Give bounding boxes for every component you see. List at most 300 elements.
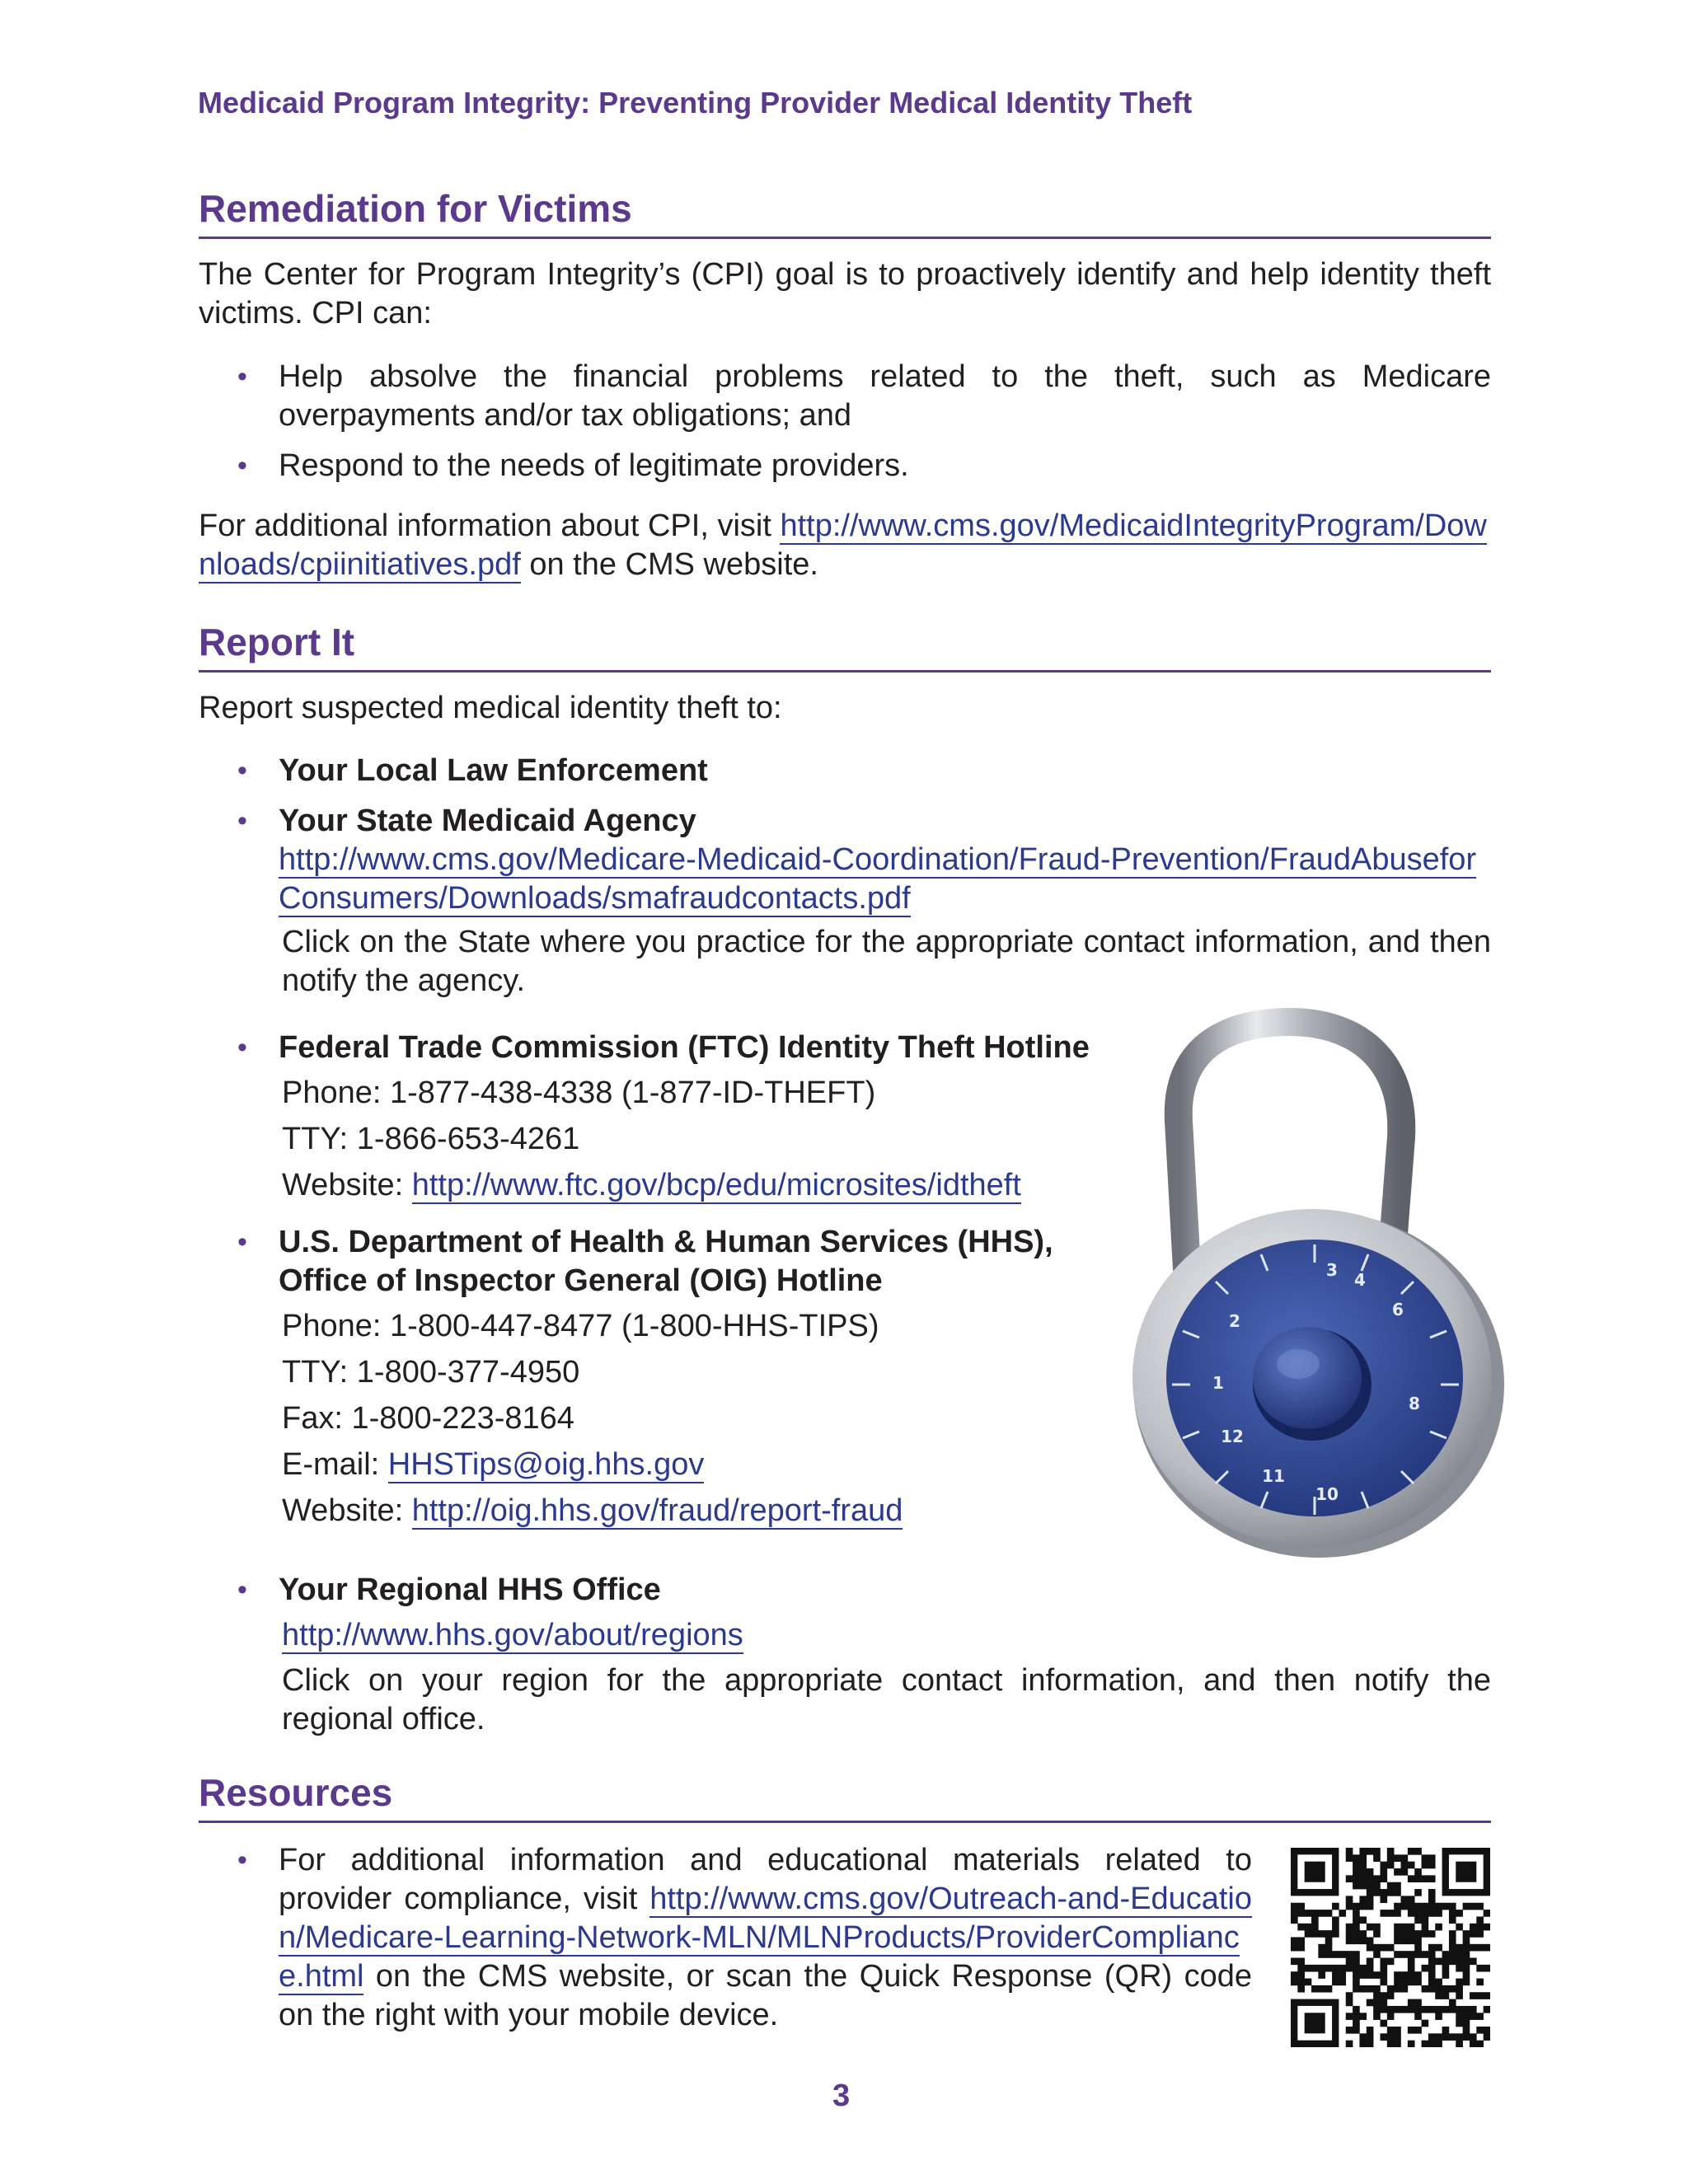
qr-module xyxy=(1408,1979,1415,1986)
qr-module xyxy=(1449,1985,1456,1993)
qr-module xyxy=(1463,2033,1470,2041)
qr-module xyxy=(1484,2033,1490,2041)
qr-module xyxy=(1367,2027,1374,2034)
qr-module xyxy=(1367,1868,1374,1876)
report-section xyxy=(199,621,1491,728)
qr-module xyxy=(1367,1882,1374,1890)
resources-prefix: For additional information and educational materials related to provider compliance, visit xyxy=(279,1843,1252,1916)
qr-module xyxy=(1373,1951,1381,1958)
qr-module xyxy=(1442,2006,1450,2013)
qr-module xyxy=(1387,2027,1395,2034)
qr-module xyxy=(1297,1985,1305,1993)
qr-module xyxy=(1359,1965,1367,1972)
qr-module xyxy=(1332,1903,1339,1910)
qr-module xyxy=(1380,1971,1387,1979)
qr-module xyxy=(1470,1930,1477,1938)
qr-module xyxy=(1394,2041,1401,2047)
qr-module xyxy=(1470,1924,1477,1931)
qr-module xyxy=(1346,1930,1353,1938)
qr-module xyxy=(1463,1951,1470,1958)
qr-module xyxy=(1359,1937,1367,1944)
qr-module xyxy=(1394,1979,1401,1986)
qr-module xyxy=(1359,2013,1367,2020)
qr-module xyxy=(1353,1875,1360,1882)
qr-module xyxy=(1346,1903,1353,1910)
qr-module xyxy=(1318,1910,1325,1917)
qr-module xyxy=(1456,1910,1463,1917)
qr-module xyxy=(1339,1910,1346,1917)
qr-module xyxy=(1346,1924,1353,1931)
qr-module xyxy=(1380,1965,1387,1972)
qr-module xyxy=(1380,1910,1387,1917)
qr-module xyxy=(1408,1965,1415,1972)
qr-module xyxy=(1353,2013,1360,2020)
qr-module xyxy=(1463,1971,1470,1979)
svg-text:12: 12 xyxy=(1221,1427,1244,1446)
qr-module xyxy=(1435,1992,1442,1999)
cpi-initiatives-link[interactable]: http://www.cms.gov/MedicaidIntegrityProgram/Downloads/cpiinitiatives.pdf xyxy=(199,508,1487,582)
qr-module xyxy=(1346,1958,1353,1966)
qr-module xyxy=(1311,1965,1319,1972)
qr-module xyxy=(1470,1992,1477,1999)
qr-module xyxy=(1422,1903,1429,1910)
qr-module xyxy=(1332,1965,1339,1972)
qr-module xyxy=(1414,1916,1422,1924)
qr-module xyxy=(1367,1937,1374,1944)
qr-module xyxy=(1470,1903,1477,1910)
report-title: Report It xyxy=(199,621,1491,673)
qr-module xyxy=(1297,1944,1305,1952)
ftc-website-link[interactable]: http://www.ftc.gov/bcp/edu/microsites/idtheft xyxy=(411,1168,1021,1202)
qr-module xyxy=(1401,1903,1409,1910)
qr-module xyxy=(1414,1868,1422,1876)
qr-module xyxy=(1297,1965,1305,1972)
report-intro: Report suspected medical identity theft to: xyxy=(199,690,782,725)
qr-module xyxy=(1367,1944,1374,1952)
qr-module xyxy=(1408,1951,1415,1958)
qr-module xyxy=(1353,1910,1360,1917)
qr-module xyxy=(1291,1916,1298,1924)
qr-module xyxy=(1463,2027,1470,2034)
qr-module xyxy=(1387,1862,1395,1869)
qr-module xyxy=(1470,2041,1477,2047)
qr-module xyxy=(1359,1882,1367,1890)
regional-note: Click on your region for the appropriate contact information, and then notify the regional office. xyxy=(282,1663,1491,1736)
qr-module xyxy=(1476,2027,1484,2034)
qr-module xyxy=(1476,1930,1484,1938)
hhs-oig-hotline-name: U.S. Department of Health & Human Services (HHS), Office of Inspector General (OIG) Hotline xyxy=(279,1225,1053,1298)
qr-module xyxy=(1401,1979,1409,1986)
qr-module xyxy=(1394,1951,1401,1958)
qr-module xyxy=(1380,1958,1387,1966)
qr-module xyxy=(1359,1875,1367,1882)
svg-text:2: 2 xyxy=(1229,1311,1240,1331)
qr-module xyxy=(1428,2041,1436,2047)
qr-module xyxy=(1456,1958,1463,1966)
qr-module xyxy=(1414,1944,1422,1952)
more-info-prefix: For additional information about CPI, visit xyxy=(199,508,781,543)
qr-module xyxy=(1359,1916,1367,1924)
qr-module xyxy=(1380,1875,1387,1882)
qr-module xyxy=(1291,1944,1298,1952)
qr-module xyxy=(1408,1862,1415,1869)
qr-module xyxy=(1408,1875,1415,1882)
qr-module xyxy=(1422,1951,1429,1958)
qr-module xyxy=(1359,1854,1367,1862)
qr-module xyxy=(1394,1971,1401,1979)
qr-module xyxy=(1394,1910,1401,1917)
more-info-suffix: on the CMS website. xyxy=(520,546,818,582)
local-law-enforcement: Your Local Law Enforcement xyxy=(279,753,708,788)
qr-module xyxy=(1380,2006,1387,2013)
qr-module xyxy=(1476,2041,1484,2047)
qr-module xyxy=(1373,2006,1381,2013)
qr-module xyxy=(1353,1868,1360,1876)
qr-module xyxy=(1353,1924,1360,1931)
regional-hhs-office: Your Regional HHS Office xyxy=(279,1572,661,1607)
list-item xyxy=(199,447,1491,485)
qr-module xyxy=(1346,2013,1353,2020)
qr-module xyxy=(1346,1951,1353,1958)
remediation-intro: The Center for Program Integrity’s (CPI) goal is to proactively identify and help identity theft victims. CPI can: xyxy=(199,256,1491,330)
qr-module xyxy=(1435,1944,1442,1952)
qr-module xyxy=(1449,1916,1456,1924)
qr-module xyxy=(1367,1896,1374,1903)
qr-module xyxy=(1373,1875,1381,1882)
list-item xyxy=(199,752,1491,790)
qr-module xyxy=(1325,1965,1333,1972)
qr-module xyxy=(1353,1958,1360,1966)
qr-module xyxy=(1408,1910,1415,1917)
qr-module xyxy=(1422,1910,1429,1917)
qr-module xyxy=(1401,1930,1409,1938)
qr-module xyxy=(1456,1862,1476,1882)
qr-module xyxy=(1373,1889,1381,1896)
resources-suffix: on the CMS website, or scan the Quick Response (QR) code on the right with your mobile device. xyxy=(279,1959,1252,2032)
qr-module xyxy=(1422,1924,1429,1931)
qr-module xyxy=(1311,1924,1319,1931)
qr-module xyxy=(1428,1910,1436,1917)
qr-module xyxy=(1442,1992,1450,1999)
qr-module xyxy=(1373,1971,1381,1979)
list-item xyxy=(199,802,1491,1001)
svg-text:4: 4 xyxy=(1354,1270,1366,1290)
qr-module xyxy=(1414,1979,1422,1986)
qr-module xyxy=(1387,1992,1395,1999)
qr-module xyxy=(1401,1854,1409,1862)
qr-module xyxy=(1297,1937,1305,1944)
qr-module xyxy=(1394,1903,1401,1910)
qr-module xyxy=(1442,2033,1450,2041)
qr-module xyxy=(1428,1930,1436,1938)
qr-module xyxy=(1428,1985,1436,1993)
qr-module xyxy=(1297,1979,1305,1986)
qr-module xyxy=(1442,1971,1450,1979)
qr-module xyxy=(1311,1930,1319,1938)
qr-module xyxy=(1353,1971,1360,1979)
qr-module xyxy=(1305,2013,1325,2033)
list-item xyxy=(199,358,1491,435)
provider-compliance-link[interactable]: http://www.cms.gov/Outreach-and-Education/Medicare-Learning-Network-MLN/MLNProducts/ProviderCompliance.html xyxy=(279,1882,1252,1994)
qr-module xyxy=(1456,2020,1463,2027)
qr-module xyxy=(1387,1848,1395,1855)
remediation-title: Remediation for Victims xyxy=(199,188,1491,239)
qr-module xyxy=(1394,1854,1401,1862)
qr-module xyxy=(1380,1868,1387,1876)
qr-module xyxy=(1422,1965,1429,1972)
qr-module xyxy=(1470,2013,1477,2020)
qr-module xyxy=(1394,2006,1401,2013)
qr-module xyxy=(1470,1944,1477,1952)
ftc-hotline-name: Federal Trade Commission (FTC) Identity Theft Hotline xyxy=(279,1030,1090,1065)
bullet-icon: • xyxy=(237,1226,247,1258)
qr-module xyxy=(1476,1916,1484,1924)
qr-module xyxy=(1470,1958,1477,1966)
qr-module xyxy=(1346,1965,1353,1972)
qr-module xyxy=(1428,1965,1436,1972)
qr-module xyxy=(1456,2013,1463,2020)
qr-module xyxy=(1428,2006,1436,2013)
qr-module xyxy=(1367,1924,1374,1931)
svg-text:6: 6 xyxy=(1392,1300,1404,1319)
qr-module xyxy=(1332,1971,1339,1979)
qr-module xyxy=(1359,2041,1367,2047)
qr-module xyxy=(1449,2006,1456,2013)
remediation-section xyxy=(199,188,1491,584)
qr-module xyxy=(1449,1910,1456,1917)
qr-module xyxy=(1291,1910,1298,1917)
qr-module xyxy=(1332,1979,1339,1986)
qr-module xyxy=(1359,1903,1367,1910)
qr-module xyxy=(1305,1862,1325,1882)
qr-module xyxy=(1476,1979,1484,1986)
qr-module xyxy=(1394,1868,1401,1876)
qr-module xyxy=(1353,1985,1360,1993)
resources-list xyxy=(199,1841,1252,2035)
hhs-email-link[interactable]: HHSTips@oig.hhs.gov xyxy=(387,1447,705,1482)
qr-module xyxy=(1484,2027,1490,2034)
qr-module xyxy=(1325,1930,1333,1938)
report-list-bottom xyxy=(199,1571,1491,1739)
qr-module xyxy=(1422,1875,1429,1882)
running-header: Medicaid Program Integrity: Preventing Provider Medical Identity Theft xyxy=(198,86,1193,120)
qr-module xyxy=(1359,1868,1367,1876)
qr-code-image[interactable] xyxy=(1291,1848,1490,2047)
qr-module xyxy=(1414,1903,1422,1910)
qr-module xyxy=(1346,1848,1353,1855)
qr-module xyxy=(1463,1965,1470,1972)
qr-module xyxy=(1353,2006,1360,2013)
qr-module xyxy=(1373,1992,1381,1999)
qr-module xyxy=(1476,1944,1484,1952)
qr-module xyxy=(1359,1971,1367,1979)
qr-module xyxy=(1291,1903,1298,1910)
bullet-icon: • xyxy=(237,1844,247,1876)
qr-module xyxy=(1463,1944,1470,1952)
qr-module xyxy=(1414,1848,1422,1855)
qr-module xyxy=(1435,1985,1442,1993)
qr-module xyxy=(1449,1903,1456,1910)
qr-module xyxy=(1305,1979,1312,1986)
qr-module xyxy=(1380,1999,1387,2007)
qr-module xyxy=(1339,1965,1346,1972)
qr-module xyxy=(1387,2013,1395,2020)
qr-module xyxy=(1380,2033,1387,2041)
qr-module xyxy=(1346,1992,1353,1999)
qr-module xyxy=(1476,1992,1484,1999)
qr-module xyxy=(1297,1910,1305,1917)
qr-module xyxy=(1367,1958,1374,1966)
qr-module xyxy=(1449,1951,1456,1958)
qr-module xyxy=(1401,1971,1409,1979)
qr-module xyxy=(1422,1916,1429,1924)
qr-module xyxy=(1456,1951,1463,1958)
qr-module xyxy=(1435,1910,1442,1917)
resources-section xyxy=(199,1772,1491,1823)
qr-module xyxy=(1318,1951,1325,1958)
qr-module xyxy=(1442,1985,1450,1993)
qr-module xyxy=(1387,1944,1395,1952)
qr-module xyxy=(1332,1924,1339,1931)
hhs-tty: TTY: 1-800-377-4950 xyxy=(282,1355,580,1390)
qr-module xyxy=(1442,1903,1450,1910)
qr-module xyxy=(1422,2041,1429,2047)
qr-module xyxy=(1456,1985,1463,1993)
list-item-text: Respond to the needs of legitimate providers. xyxy=(279,448,909,483)
qr-module xyxy=(1435,1924,1442,1931)
qr-module xyxy=(1318,1944,1325,1952)
qr-module xyxy=(1435,2041,1442,2047)
qr-module xyxy=(1346,1937,1353,1944)
qr-module xyxy=(1414,2013,1422,2020)
bullet-icon: • xyxy=(237,1574,247,1605)
qr-module xyxy=(1463,2020,1470,2027)
bullet-icon: • xyxy=(237,1032,247,1063)
qr-module xyxy=(1394,1924,1401,1931)
qr-module xyxy=(1449,1930,1456,1938)
qr-module xyxy=(1401,1924,1409,1931)
qr-module xyxy=(1476,1903,1484,1910)
qr-module xyxy=(1435,2013,1442,2020)
qr-module xyxy=(1428,2033,1436,2041)
qr-module xyxy=(1346,2027,1353,2034)
qr-module xyxy=(1380,2020,1387,2027)
qr-module xyxy=(1380,1944,1387,1952)
qr-module xyxy=(1305,1910,1312,1917)
qr-module xyxy=(1353,1854,1360,1862)
qr-module xyxy=(1380,1862,1387,1869)
qr-module xyxy=(1373,1999,1381,2007)
qr-module xyxy=(1353,1937,1360,1944)
qr-module xyxy=(1401,1868,1409,1876)
qr-module xyxy=(1428,1875,1436,1882)
qr-module xyxy=(1456,2006,1463,2013)
qr-module xyxy=(1394,2027,1401,2034)
qr-module xyxy=(1470,2033,1477,2041)
qr-module xyxy=(1414,1971,1422,1979)
qr-module xyxy=(1401,1951,1409,1958)
qr-module xyxy=(1380,1979,1387,1986)
qr-module xyxy=(1484,1924,1490,1931)
svg-text:1: 1 xyxy=(1212,1373,1224,1393)
qr-module xyxy=(1297,1924,1305,1931)
list-item-text: Help absolve the financial problems related to the theft, such as Medicare overpayments and/or tax obligations; and xyxy=(279,359,1491,433)
qr-module xyxy=(1387,1958,1395,1966)
hhs-regions-link[interactable]: http://www.hhs.gov/about/regions xyxy=(282,1618,743,1652)
svg-text:11: 11 xyxy=(1262,1466,1285,1486)
qr-module xyxy=(1353,1903,1360,1910)
qr-module xyxy=(1394,1882,1401,1890)
qr-module xyxy=(1476,1924,1484,1931)
qr-module xyxy=(1442,2027,1450,2034)
qr-module xyxy=(1463,1979,1470,1986)
resources-title: Resources xyxy=(199,1772,1491,1823)
qr-module xyxy=(1318,1971,1325,1979)
qr-module xyxy=(1456,1944,1463,1952)
qr-module xyxy=(1367,1985,1374,1993)
bullet-icon: • xyxy=(237,360,247,392)
state-note: Click on the State where you practice for the appropriate contact information, and then notify the agency. xyxy=(282,925,1491,998)
qr-module xyxy=(1401,1896,1409,1903)
qr-module xyxy=(1359,1848,1367,1855)
qr-module xyxy=(1449,1958,1456,1966)
qr-module xyxy=(1401,1985,1409,1993)
qr-module xyxy=(1346,1854,1353,1862)
qr-module xyxy=(1380,1992,1387,1999)
qr-module xyxy=(1318,1965,1325,1972)
qr-module xyxy=(1408,1848,1415,1855)
qr-module xyxy=(1332,1930,1339,1938)
hhs-website-link[interactable]: http://oig.hhs.gov/fraud/report-fraud xyxy=(411,1493,903,1528)
qr-module xyxy=(1346,1999,1353,2007)
ftc-tty: TTY: 1-866-653-4261 xyxy=(282,1122,580,1156)
remediation-more-info xyxy=(199,507,1491,584)
qr-module xyxy=(1339,1971,1346,1979)
qr-module xyxy=(1367,1848,1374,1855)
qr-module xyxy=(1408,2041,1415,2047)
qr-module xyxy=(1414,1999,1422,2007)
qr-module xyxy=(1325,1985,1333,1993)
qr-module xyxy=(1367,2033,1374,2041)
qr-module xyxy=(1401,1862,1409,1869)
qr-module xyxy=(1359,1930,1367,1938)
qr-module xyxy=(1373,1882,1381,1890)
state-contacts-link[interactable]: http://www.cms.gov/Medicare-Medicaid-Coordination/Fraud-Prevention/FraudAbuseforConsumers/Downloads/smafraudcontacts.pdf xyxy=(279,842,1477,916)
qr-module xyxy=(1353,1979,1360,1986)
qr-module xyxy=(1387,1889,1395,1896)
qr-module xyxy=(1359,1985,1367,1993)
qr-module xyxy=(1305,1965,1312,1972)
qr-module xyxy=(1353,2027,1360,2034)
svg-text:8: 8 xyxy=(1409,1394,1420,1413)
qr-module xyxy=(1373,1930,1381,1938)
qr-module xyxy=(1359,1896,1367,1903)
qr-module xyxy=(1339,1951,1346,1958)
bullet-icon: • xyxy=(237,805,247,837)
qr-module xyxy=(1428,1971,1436,1979)
qr-module xyxy=(1291,1937,1298,1944)
qr-module xyxy=(1325,1951,1333,1958)
qr-module xyxy=(1297,1903,1305,1910)
qr-module xyxy=(1332,1951,1339,1958)
hhs-phone: Phone: 1-800-447-8477 (1-800-HHS-TIPS) xyxy=(282,1309,879,1343)
qr-module xyxy=(1435,2006,1442,2013)
qr-module xyxy=(1463,1958,1470,1966)
qr-module xyxy=(1408,2006,1415,2013)
list-item xyxy=(199,1841,1252,2035)
qr-module xyxy=(1353,1916,1360,1924)
qr-module xyxy=(1394,1889,1401,1896)
